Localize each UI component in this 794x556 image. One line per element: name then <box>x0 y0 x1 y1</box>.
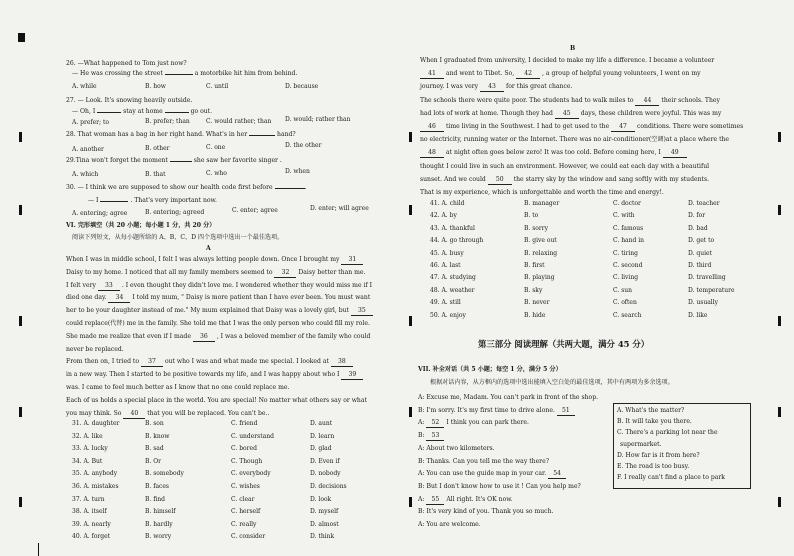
passage-b-line: 46 time living in the Southwest. I had to get used to the 47 conditions. There were sometimes <box>420 123 743 132</box>
option-choice: C. consider <box>231 533 266 541</box>
scan-mark <box>19 132 22 142</box>
scan-mark <box>409 132 412 142</box>
passage-b-line: When I graduated from university, I decided to make my life a difference. I became a volunteer <box>420 57 715 64</box>
option-choice: D. aunt <box>310 420 333 427</box>
option-choice: C. hand in <box>613 237 645 245</box>
option-choice: D. nobody <box>310 470 341 478</box>
option-choice: B. relaxing <box>524 249 558 257</box>
option-choice: D. Even if <box>310 457 340 465</box>
scan-mark <box>409 497 412 507</box>
option-choice: C. famous <box>613 224 644 232</box>
option-choice: B. first <box>524 262 545 269</box>
option-choice: C. everybody <box>231 470 271 478</box>
dialogue-line: A: 52 I think you can park there. <box>418 419 529 427</box>
question-26-stem: — He was crossing the street a motorbike hit him from behind. <box>72 70 298 77</box>
passage-b-line: That is my experience, which is unforgettable and worth the time and energy!. <box>420 189 664 196</box>
option-choice: D. almost <box>310 520 339 528</box>
option-choice: 42. A. by <box>430 212 457 220</box>
dialogue-line: B: 53 <box>418 432 444 441</box>
option-choice: 47. A. studying <box>430 274 476 282</box>
option-choice: B. faces <box>145 483 170 490</box>
scan-mark <box>19 497 22 507</box>
answer-blank: 36 <box>193 333 215 342</box>
option-choice: 34. A. But <box>72 457 103 465</box>
section-7-instructions: 根据对话内容，从方框内的选项中选出能填入空白处的最佳选项，其中有两项为多余选项。 <box>430 379 674 386</box>
scan-mark <box>19 205 22 215</box>
scan-mark <box>19 407 22 417</box>
option-choice: B. never <box>524 299 550 307</box>
scan-mark <box>778 497 781 507</box>
question-27: 27. — Look. It's snowing heavily outside. <box>66 97 193 104</box>
box-option: D. How far is it from here? <box>617 451 700 459</box>
answer-blank: 32 <box>274 269 296 278</box>
option-choice: C. really <box>231 520 257 528</box>
exam-page: 26. —What happened to Tom just now? — He was crossing the street a motorbike hit him from behind. A. while B. how C. until D. because 27. — Look. It's snowing heavily outside. — Oh, I stay at home go out. A. prefer; to B. prefer; than C. would rather; than D. would; rather than 28. That woman has a bag in her right hand. What's in her hand? A. another B. other C. one D. the other 29.Tina won't forget the moment she saw her favorite singer . A. which B. that C. who D. when 30. — I think we are supposed to show our health code first before . — I . That's very important now. A. entering; agree B. entering; agreed C. enter; agree D. enter; will agree VI. 完形填空（共 20 小题；每小题 1 分，共 20 分） 阅读下列短文，从每小题所给的 A、B、C、D 四个选项中选出一个最佳选项。 A When I was in middle school, I felt I was always letting people down. Once I brought my 31 Daisy to my home. I noticed that all my family members seemed to 32 Daisy better than me. I felt very 33 . I even thought they didn't love me. I wondered whether they would miss me if I died one day. 34 I told my mum, " Daisy is more patient than I have ever been. You must want her to be your daughter instead of me." My mum explained that Daisy was a lovely girl, but 35 could replace(代替) me in the family. She told me that I was the only person who could fill my role. She made me realize that even if I made 36 , I was a beloved member of the family who could never be replaced. From then on, I tried to 37 out who I was and what made me special. I looked at 38 in a new way. Then I started to be positive towards my life, and I was happy about who I 39 was. I came to feel much better as I know that no one could replace me. Each of us holds a special place in the world. You are special! No matter what others say or what you may think. So 40 that you will be replaced. You can't be.. 31. A. daughter B. son C. friend D. aunt 32. A. like B. know C. understand D. learn 33. A. lucky B. sad C. bored D. glad 34. A. But B. Or C. Though D. Even if 35. A. anybody B. somebody C. everybody D. nobody 36. A. mistakes B. faces C. wishes D. decisions 37. A. turn B. find C. clear D. look 38. A. itself B. himself C. herself D. myself 39. A. nearly B. hardly C. really D. almost 40. A. forget B. worry C. consider D. think B When I graduated from university, I decided to make my life a difference. I became a volunteer 41 and went to Tibet. So, 42 , a group of helpful young volunteers, I went on my journey. I was very 43 for this great chance. The schools there were quite poor. The students had to walk miles to 44 their schools. They had lots of work at home. Though they had 45 days, these children were joyful. This was my 46 time living in the Southwest. I had to get used to the 47 conditions. There were sometimes no electricity, running water or the Internet. There was no air-conditioner(空调)at a place where the 48 at night often goes below zero! It was too cold. Before coming here, I 49 thought I could live in such an environment. However, we could eat each day with a beautiful sunset. And we could 50 the starry sky by the window and sang softly with my students. That is my experience, which is unforgettable and worth the time and energy!. 41. A. child B. manager C. doctor D. teacher 42. A. by B. to C. with D. for 43. A. thankful B. sorry C. famous D. bad 44. A. go through B. give out C. hand in D. get to 45. A. busy B. relaxing C. tiring D. quiet 46. A. last B. first C. second D. third 47. A. studying B. playing C. living D. travelling 48. A. weather B. sky C. sun D. temperature 49. A. still B. never C. often D. usually 50. A. enjoy B. hide C. search D. like 第三部分 阅读理解（共两大题，满分 45 分） VII. 补全对话（共 5 小题；每空 1 分，满分 5 分） 根据对话内容，从方框内的选项中选出能填入空白处的最佳选项，其中有两项为多余选项。 A: Excuse me, Madam. You can't park in front of the shop. B: I'm sorry. It's my first time to drive alone. 51 A: 52 I think you can park there. B: 53 A: About two kilometers. B: Thanks. Can you tell me the way there? A: You can use the guide map in your car. 54 B: But I don't know how to use it ! Can you help me? A: 55 All right. It's OK now. B: It's very kind of you. Thank you so much. A: You are welcome. A. What's the matter? B. It will take you there. C. There's a parking lot near the supermarket. D. How far is it from here? E. The road is too busy. F. I really can't find a place to park <box>0 0 794 556</box>
option-choice: D. learn <box>310 432 335 440</box>
option-choice: B. somebody <box>145 470 184 478</box>
option-choice: C. herself <box>231 508 261 516</box>
question-29: 29.Tina won't forget the moment she saw her favorite singer . <box>66 157 282 164</box>
option-choice: C. understand <box>231 432 274 440</box>
dialogue-line: B: It's very kind of you. Thank you so much. <box>418 508 554 516</box>
scan-mark <box>778 316 781 326</box>
option-choice: C. Though <box>231 457 263 465</box>
option-choice: 38. A. itself <box>72 508 107 516</box>
answer-blank: 49 <box>663 149 687 158</box>
passage-b-line: journey. I was very 43 for this great chance. <box>420 83 573 91</box>
option-choice: B. himself <box>145 508 176 516</box>
option-choice: C. friend <box>231 420 258 427</box>
option-choice: C. doctor <box>613 200 641 207</box>
box-option: B. It will take you there. <box>617 418 692 426</box>
passage-b-line: thought I could live in such an environment. However, we could eat each day with a beautiful <box>420 162 710 170</box>
option-choice: 37. A. turn <box>72 495 105 503</box>
dialogue-line: A: About two kilometers. <box>418 444 495 452</box>
scan-mark <box>778 407 781 417</box>
option-choice: D. think <box>310 533 335 541</box>
option-choice: 32. A. like <box>72 432 103 440</box>
passage-a-line: you may think. So 40 that you will be replaced. You can't be.. <box>66 409 270 417</box>
answer-blank: 37 <box>141 358 163 367</box>
answer-blank: 42 <box>516 70 540 79</box>
option-choice: D. decisions <box>310 483 347 490</box>
option-choice: B. manager <box>524 200 560 207</box>
option-choice: 36. A. mistakes <box>72 483 119 490</box>
option-choice: 31. A. daughter <box>72 420 120 427</box>
option-choice: D. myself <box>310 508 339 516</box>
option-choice: D. bad <box>688 224 708 232</box>
option-choice: 35. A. anybody <box>72 470 118 478</box>
answer-blank: 53 <box>426 432 444 441</box>
option-choice: 40. A. forget <box>72 533 111 541</box>
box-option: A. What's the matter? <box>617 407 685 414</box>
passage-a-line: was. I came to feel much better as I know that no one could replace me. <box>66 384 290 391</box>
option-choice: D. travelling <box>688 274 726 282</box>
option-choice: 45. A. busy <box>430 249 464 257</box>
dialogue-line: B: Thanks. Can you tell me the way there? <box>418 457 549 465</box>
section-6-instructions: 阅读下列短文，从每小题所给的 A、B、C、D 四个选项中选出一个最佳选项。 <box>72 234 284 241</box>
answer-blank: 33 <box>98 282 120 291</box>
passage-b-line: 48 at night often goes below zero! It was too cold. Before coming here, I 49 <box>420 149 687 158</box>
option-choice: 46. A. last <box>430 262 461 269</box>
scan-mark <box>409 205 412 215</box>
option-choice: C. sun <box>613 286 632 294</box>
option-choice: B. son <box>145 420 164 427</box>
option-choice: D. like <box>688 311 708 319</box>
answer-blank: 35 <box>351 307 373 316</box>
dialogue-line: A: You can use the guide map in your car. 54 <box>418 470 566 479</box>
answer-blank: 54 <box>548 470 566 479</box>
passage-a-line: died one day. 34 I told my mum, " Daisy is more patient than I have ever been. You must want <box>66 294 371 302</box>
answer-blank: 50 <box>488 176 512 185</box>
option-choice: B. hide <box>524 311 546 319</box>
option-choice: 49. A. still <box>430 299 461 307</box>
option-choice: C. bored <box>231 445 257 453</box>
option-choice: D. temperature <box>688 286 735 294</box>
dialogue-line: A: Excuse me, Madam. You can't park in front of the shop. <box>418 394 599 401</box>
answer-blank: 52 <box>426 419 444 428</box>
answer-blank: 55 <box>426 496 444 505</box>
option-choice: B. sad <box>145 445 164 453</box>
option-choice: C. clear <box>231 495 255 503</box>
option-choice: B. to <box>524 212 539 220</box>
answer-blank: 48 <box>420 149 444 158</box>
option-choice: D. teacher <box>688 200 720 207</box>
section-6-title: VI. 完形填空（共 20 小题；每小题 1 分，共 20 分） <box>66 222 216 229</box>
answer-blank: 34 <box>108 294 130 303</box>
passage-b-line: sunset. And we could 50 the starry sky by the window and sang softly with my students. <box>420 175 710 183</box>
scan-mark <box>38 543 39 556</box>
scan-mark <box>19 316 22 326</box>
option-choice: 44. A. go through <box>430 237 484 245</box>
question-26: 26. —What happened to Tom just now? <box>66 60 187 67</box>
section-7-title: VII. 补全对话（共 5 小题；每空 1 分，满分 5 分） <box>418 366 562 373</box>
option-choice: D. quiet <box>688 249 712 257</box>
passage-a-line: her to be your daughter instead of me." My mum explained that Daisy was a lovely girl, but 35 <box>66 307 373 316</box>
answer-blank: 44 <box>635 97 659 106</box>
passage-b-line: The schools there were quite poor. The students had to walk miles to 44 their schools. They <box>420 96 720 104</box>
option-choice: D. look <box>310 495 332 503</box>
box-option: C. There's a parking lot near the <box>617 429 718 437</box>
box-option: F. I really can't find a place to park <box>617 474 725 482</box>
passage-b-line: had lots of work at home. Though they had 45 days, these children were joyful. This was my <box>420 109 722 117</box>
option-choice: C. wishes <box>231 483 260 490</box>
passage-a-line: never be replaced. <box>66 345 124 353</box>
option-choice: B. give out <box>524 237 557 245</box>
answer-blank: 46 <box>420 123 444 132</box>
passage-a-label: A <box>206 245 211 252</box>
option-choice: C. often <box>613 299 637 307</box>
box-option: supermarket. <box>620 440 662 448</box>
question-30: 30. — I think we are supposed to show our health code first before . <box>66 184 307 191</box>
passage-a-line: She made me realize that even if I made 36 , I was a beloved member of the family who could <box>66 332 371 340</box>
option-choice: D. for <box>688 212 706 220</box>
option-choice: B. hardly <box>145 520 173 528</box>
passage-b-line: 41 and went to Tibet. So, 42 , a group of helpful young volunteers, I went on my <box>420 70 701 79</box>
answer-blank: 47 <box>611 123 635 132</box>
answer-blank: 40 <box>123 410 145 419</box>
option-choice: B. sorry <box>524 224 549 232</box>
scan-mark <box>778 205 781 215</box>
option-choice: B. sky <box>524 286 543 294</box>
answer-blank: 38 <box>331 358 353 367</box>
scan-mark <box>409 407 412 417</box>
option-choice: B. find <box>145 495 165 503</box>
passage-b-line: no electricity, running water or the Internet. There was no air-conditioner(空调)at a place where the <box>420 136 730 144</box>
dialogue-line: B: I'm sorry. It's my first time to drive alone. 51 <box>418 407 575 416</box>
question-28: 28. That woman has a bag in her right hand. What's in her hand? <box>66 131 296 138</box>
dialogue-line: A: You are welcome. <box>418 521 481 528</box>
passage-b-label: B <box>570 45 576 52</box>
box-option: E. The road is too busy. <box>617 463 690 470</box>
passage-a-line: I felt very 33 . I even thought they didn't love me. I wondered whether they would miss me if I <box>66 281 373 289</box>
option-choice: B. know <box>145 432 170 440</box>
option-choice: C. second <box>613 262 643 269</box>
option-choice: 48. A. weather <box>430 286 475 294</box>
option-choice: 50. A. enjoy <box>430 311 466 319</box>
answer-blank: 31 <box>341 256 363 265</box>
question-27-stem: — Oh, I stay at home go out. <box>72 108 213 115</box>
dialogue-line: B: But I don't know how to use it ! Can you help me? <box>418 482 581 490</box>
option-choice: 33. A. lucky <box>72 445 108 453</box>
passage-a-line: From then on, I tried to 37 out who I was and what made me special. I looked at 38 <box>66 358 353 367</box>
passage-a-line: could replace(代替) me in the family. She told me that I was the only person who could fill my role. <box>66 320 370 327</box>
scan-mark <box>409 316 412 326</box>
option-choice: C. search <box>613 311 642 319</box>
passage-a-line: in a new way. Then I started to be positive towards my life, and I was happy about who I 39 <box>66 371 363 380</box>
part-3-title: 第三部分 阅读理解（共两大题，满分 45 分） <box>478 339 650 349</box>
answer-blank: 43 <box>480 83 504 92</box>
answer-blank: 51 <box>557 407 575 416</box>
option-choice: D. get to <box>688 237 715 245</box>
question-30-stem: — I . That's very important now. <box>88 197 217 204</box>
option-choice: 41. A. child <box>430 200 465 207</box>
scan-mark <box>18 33 25 42</box>
option-choice: C. tiring <box>613 249 639 257</box>
answer-blank: 39 <box>341 371 363 380</box>
option-choice: B. Or <box>145 457 162 465</box>
option-choice: D. third <box>688 262 712 269</box>
option-choice: D. usually <box>688 299 719 307</box>
option-choice: C. with <box>613 212 635 220</box>
option-choice: D. glad <box>310 445 332 453</box>
option-choice: B. playing <box>524 274 555 282</box>
passage-a-line: Each of us holds a special place in the world. You are special! No matter what others say or what <box>66 396 367 404</box>
answer-blank: 41 <box>420 70 444 79</box>
passage-a-line: When I was in middle school, I felt I was always letting people down. Once I brought my 31 <box>66 256 363 265</box>
option-choice: B. worry <box>145 533 172 541</box>
passage-a-line: Daisy to my home. I noticed that all my family members seemed to 32 Daisy better than me. <box>66 268 366 276</box>
option-choice: C. living <box>613 274 639 282</box>
scan-mark <box>778 132 781 142</box>
option-choice: 43. A. thankful <box>430 224 475 232</box>
answer-blank: 45 <box>555 110 579 119</box>
dialogue-line: A: 55 All right. It's OK now. <box>418 495 513 503</box>
option-choice: 39. A. nearly <box>72 520 111 528</box>
